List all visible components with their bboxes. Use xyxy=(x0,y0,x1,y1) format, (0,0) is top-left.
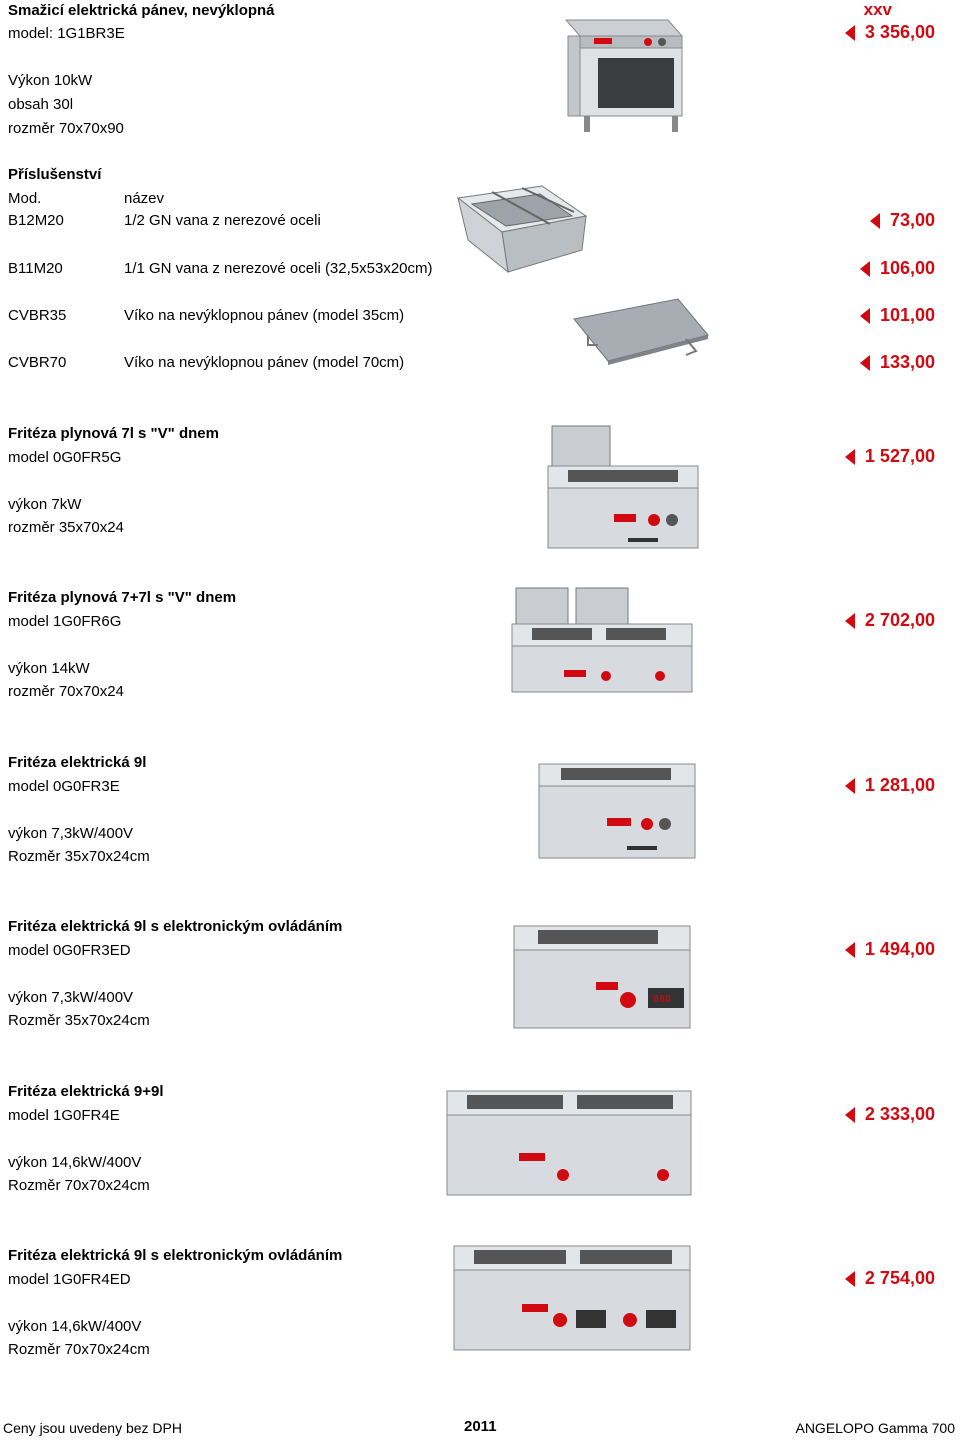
fryer-image xyxy=(544,420,704,555)
product-title: Fritéza elektrická 9l xyxy=(8,754,147,771)
col-name-header: název xyxy=(124,190,165,207)
lid-image xyxy=(568,295,713,375)
price-triangle-icon xyxy=(845,449,855,465)
price-triangle-icon xyxy=(845,613,855,629)
price-triangle-icon xyxy=(845,778,855,794)
price-triangle-icon xyxy=(860,355,870,371)
price-triangle-icon xyxy=(845,1107,855,1123)
price-triangle-icon xyxy=(845,1271,855,1287)
spec-line: výkon 7kW xyxy=(8,496,82,513)
product-price: 2 754,00 xyxy=(845,1268,935,1289)
product-title: Fritéza plynová 7l s "V" dnem xyxy=(8,425,219,442)
price-triangle-icon xyxy=(845,25,855,41)
accessory-name: 1/1 GN vana z nerezové oceli (32,5x53x20cm) xyxy=(124,260,433,277)
product-model: model 1G0FR6G xyxy=(8,613,122,630)
product-model: model 1G0FR4E xyxy=(8,1107,120,1124)
fryer-image xyxy=(535,758,700,863)
spec-line: Rozměr 35x70x24cm xyxy=(8,1012,150,1029)
spec-line: výkon 14kW xyxy=(8,660,90,677)
spec-line: rozměr 35x70x24 xyxy=(8,519,124,536)
product-title: Fritéza elektrická 9l s elektronickým ovládáním xyxy=(8,918,343,935)
gn-pan-image xyxy=(452,180,592,280)
svg-text:888: 888 xyxy=(653,994,672,1005)
accessory-price: 73,00 xyxy=(870,210,935,231)
spec-line: výkon 7,3kW/400V xyxy=(8,989,134,1006)
product-title: Fritéza elektrická 9+9l xyxy=(8,1083,164,1100)
accessory-code: CVBR70 xyxy=(8,354,67,371)
footer-note: Ceny jsou uvedeny bez DPH xyxy=(3,1420,182,1436)
product-price: 1 527,00 xyxy=(845,446,935,467)
product-title: Fritéza plynová 7+7l s "V" dnem xyxy=(8,589,237,606)
product-model: model 1G0FR4ED xyxy=(8,1271,131,1288)
price-triangle-icon xyxy=(845,942,855,958)
frying-pan-image xyxy=(558,8,688,138)
product-price: 1 494,00 xyxy=(845,939,935,960)
product-model: model 0G0FR3E xyxy=(8,778,120,795)
price-triangle-icon xyxy=(860,261,870,277)
accessory-name: Víko na nevýklopnou pánev (model 35cm) xyxy=(124,307,405,324)
fryer-double-electronic-image xyxy=(450,1240,695,1355)
series-tag: xxv xyxy=(863,0,892,19)
accessory-price: 133,00 xyxy=(860,352,935,373)
accessory-code: B11M20 xyxy=(8,260,63,277)
product-model: model 0G0FR5G xyxy=(8,449,122,466)
spec-line: výkon 14,6kW/400V xyxy=(8,1154,142,1171)
product-model: model: 1G1BR3E xyxy=(8,25,125,42)
spec-line: Rozměr 35x70x24cm xyxy=(8,848,150,865)
spec-line: obsah 30l xyxy=(8,96,74,113)
product-price: 3 356,00 xyxy=(845,22,935,43)
accessory-code: CVBR35 xyxy=(8,307,67,324)
accessories-title: Příslušenství xyxy=(8,166,102,183)
fryer-double-image xyxy=(443,1085,695,1200)
spec-line: výkon 14,6kW/400V xyxy=(8,1318,142,1335)
footer-brand: ANGELOPO Gamma 700 xyxy=(795,1420,955,1436)
spec-line: Rozměr 70x70x24cm xyxy=(8,1177,150,1194)
product-model: model 0G0FR3ED xyxy=(8,942,131,959)
accessory-name: Víko na nevýklopnou pánev (model 70cm) xyxy=(124,354,405,371)
product-price: 2 702,00 xyxy=(845,610,935,631)
spec-line: Výkon 10kW xyxy=(8,72,93,89)
price-triangle-icon xyxy=(860,308,870,324)
spec-line: Rozměr 70x70x24cm xyxy=(8,1341,150,1358)
accessory-code: B12M20 xyxy=(8,212,64,229)
accessory-price: 101,00 xyxy=(860,305,935,326)
accessory-price: 106,00 xyxy=(860,258,935,279)
product-title: Fritéza elektrická 9l s elektronickým ovládáním xyxy=(8,1247,343,1264)
col-mod-header: Mod. xyxy=(8,190,42,207)
product-title: Smažicí elektrická pánev, nevýklopná xyxy=(8,2,275,19)
footer-year: 2011 xyxy=(464,1418,497,1435)
fryer-electronic-image xyxy=(510,918,695,1033)
product-price: 2 333,00 xyxy=(845,1104,935,1125)
spec-line: rozměr 70x70x90 xyxy=(8,120,124,137)
fryer-double-image xyxy=(510,584,695,696)
price-triangle-icon xyxy=(870,213,880,229)
spec-line: výkon 7,3kW/400V xyxy=(8,825,134,842)
accessory-name: 1/2 GN vana z nerezové oceli xyxy=(124,212,321,229)
product-price: 1 281,00 xyxy=(845,775,935,796)
spec-line: rozměr 70x70x24 xyxy=(8,683,124,700)
